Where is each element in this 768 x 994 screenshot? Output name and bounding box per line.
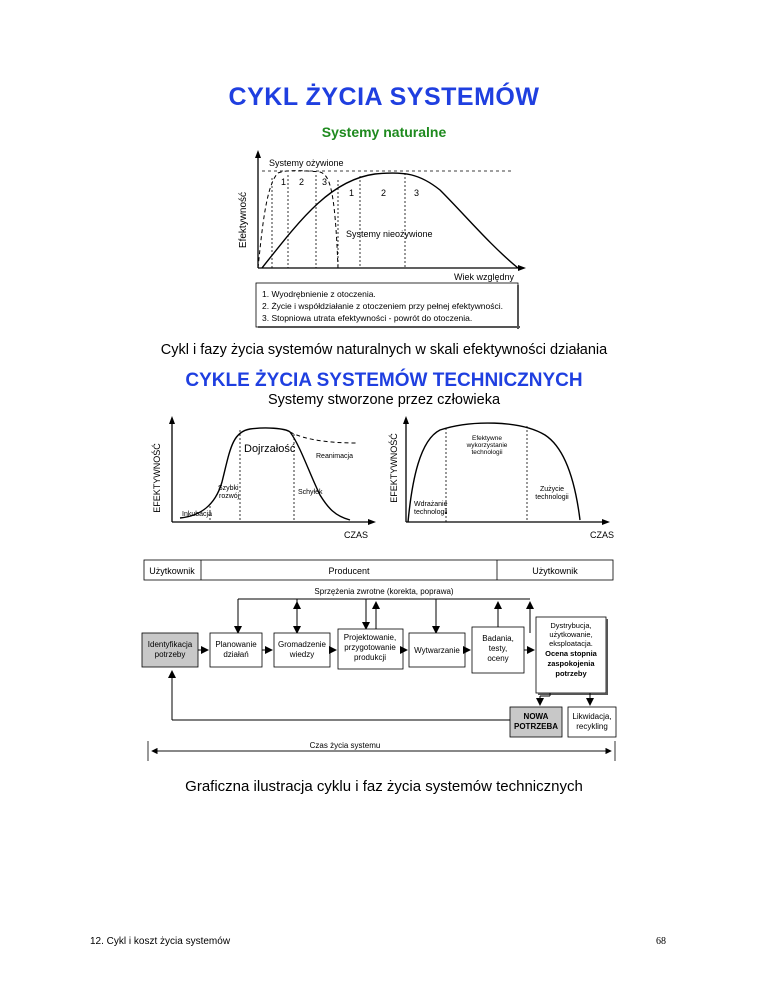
- fig3-xlabel: CZAS: [589, 530, 614, 540]
- fig2-rapid-label: rozwój: [219, 493, 240, 500]
- box-distribution-bold: Ocena stopnia: [545, 649, 597, 658]
- natural-systems-figure: [0, 0, 768, 340]
- box-plan: działań: [223, 650, 249, 659]
- box-research: oceny: [487, 654, 509, 663]
- box-identify: Identyfikacja: [147, 640, 193, 649]
- fig1-xlabel: Wiek względny: [453, 272, 514, 282]
- box-design: Projektowanie,: [343, 633, 397, 642]
- box-design: produkcji: [353, 653, 387, 662]
- page-title: CYKL ŻYCIA SYSTEMÓW: [228, 83, 540, 111]
- fig2-decline-label: Schyłek: [298, 489, 323, 496]
- header-producer: Producent: [328, 566, 370, 576]
- fig2-xlabel: CZAS: [343, 530, 368, 540]
- box-distribution-bold: zaspokojenia: [547, 659, 595, 668]
- fig2-reanimation-label: Reanimacja: [316, 453, 353, 460]
- box-new-need: POTRZEBA: [514, 722, 558, 731]
- fig1-nonliving-phase-3: 3: [414, 188, 420, 198]
- fig2-rapid-label: Szybki: [218, 485, 239, 492]
- fig3-effective-label: technologii: [471, 449, 503, 456]
- box-knowledge: Gromadzenie: [277, 640, 327, 649]
- fig3-effective-label: Efektywne: [472, 435, 502, 442]
- technical-curves-figure: [0, 410, 768, 550]
- section-subtitle-technical: Systemy stworzone przez człowieka: [267, 392, 501, 408]
- box-research: Badania,: [482, 634, 514, 643]
- fig1-legend-item: 2. Życie i współdziałanie z otoczeniem przy pełnej efektywności.: [262, 301, 503, 311]
- fig2-incubation-label: Inkubacja: [182, 511, 212, 518]
- fig3-implementation-label: technologii: [414, 509, 448, 516]
- box-plan: Planowanie: [215, 640, 257, 649]
- fig1-living-phase-2: 2: [299, 177, 305, 187]
- box-distribution: eksploatacja.: [549, 639, 593, 648]
- fig1-legend-item: 3. Stopniowa utrata efektywności - powrót do otoczenia.: [262, 313, 473, 323]
- box-recycle: Likwidacja,: [572, 712, 612, 721]
- fig1-living-phase-3: 3: [322, 177, 328, 187]
- feedback-label: Sprzężenia zwrotne (korekta, poprawa): [314, 587, 454, 596]
- fig3-used-label: technologii: [535, 494, 569, 501]
- fig1-living-label: Systemy ożywione: [269, 158, 344, 168]
- header-user-left: Użytkownik: [149, 566, 195, 576]
- fig3-implementation-label: Wdrażanie: [414, 501, 448, 508]
- box-research: testy,: [488, 644, 508, 653]
- box-identify: potrzeby: [154, 650, 186, 659]
- lifetime-label: Czas życia systemu: [309, 741, 381, 750]
- fig2-ylabel: EFEKTYWNOŚĆ: [152, 443, 162, 513]
- fig1-living-phase-1: 1: [281, 177, 287, 187]
- box-manufacture: Wytwarzanie: [414, 646, 460, 655]
- section-subtitle: Systemy naturalne: [321, 124, 447, 140]
- box-new-need: NOWA: [523, 712, 549, 721]
- fig3-used-label: Zużycie: [539, 486, 565, 493]
- box-design: przygotowanie: [344, 643, 396, 652]
- box-distribution: użytkowanie,: [549, 630, 593, 639]
- caption-natural: Cykl i fazy życia systemów naturalnych w skali efektywności działania: [160, 342, 608, 358]
- box-recycle: recykling: [576, 722, 608, 731]
- fig1-ylabel: Efektywność: [238, 191, 249, 249]
- footer-chapter: 12. Cykl i koszt życia systemów: [90, 936, 231, 947]
- box-knowledge: wiedzy: [289, 650, 315, 659]
- fig3-effective-label: wykorzystanie: [466, 442, 508, 449]
- header-user-right: Użytkownik: [532, 566, 578, 576]
- box-distribution-bold: potrzeby: [555, 669, 587, 678]
- fig1-nonliving-phase-2: 2: [381, 188, 387, 198]
- caption-technical: Graficzna ilustracja cyklu i faz życia systemów technicznych: [185, 778, 583, 795]
- fig1-legend-item: 1. Wyodrębnienie z otoczenia.: [262, 289, 376, 299]
- fig3-ylabel: EFEKTYWNOŚĆ: [389, 433, 399, 503]
- footer-page-number: 68: [656, 936, 666, 947]
- fig1-nonliving-label: Systemy nieożywione: [346, 229, 433, 239]
- fig2-maturity-label: Dojrzałość: [244, 443, 296, 455]
- fig1-nonliving-phase-1: 1: [349, 188, 355, 198]
- lifecycle-flow-diagram: [0, 555, 768, 765]
- section-title-technical: CYKLE ŻYCIA SYSTEMÓW TECHNICZNYCH: [185, 370, 583, 391]
- box-distribution: Dystrybucja,: [550, 621, 592, 630]
